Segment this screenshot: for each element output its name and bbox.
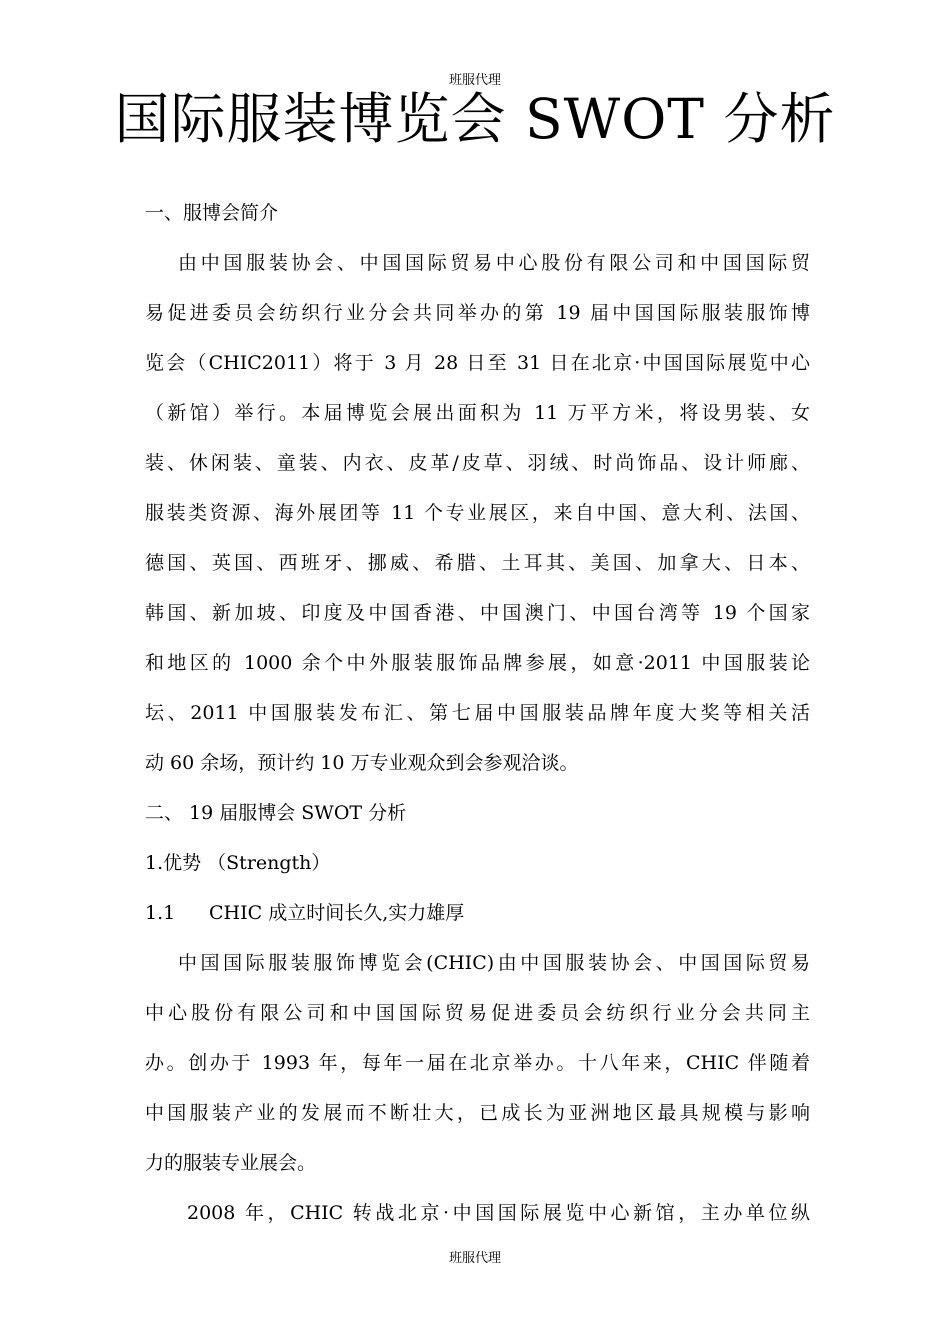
section-heading-swot: 二、 19 届服博会 SWOT 分析 [145,802,407,824]
subsection-number: 1.1 [145,902,176,924]
document-title: 国际服装博览会 SWOT 分析 [114,87,836,151]
paragraph-line: 力的服装专业展会。 [145,1152,317,1174]
paragraph-line: 览会（CHIC2011）将于 3 月 28 日至 31 日在北京·中国国际展览中心 [145,352,810,374]
paragraph-line: 办。创办于 1993 年，每年一届在北京举办。十八年来，CHIC 伴随着 [145,1052,810,1074]
paragraph-line: 韩国、新加坡、印度及中国香港、中国澳门、中国台湾等 19 个国家 [145,602,810,624]
paragraph-line: 服装类资源、海外展团等 11 个专业展区，来自中国、意大利、法国、 [145,502,810,524]
paragraph-line: （新馆）举行。本届博览会展出面积为 11 万平方米，将设男装、女 [145,402,810,424]
paragraph-line: 动 60 余场，预计约 10 万专业观众到会参观洽谈。 [145,752,579,774]
paragraph-line: 装、休闲装、童装、内衣、皮革/皮草、羽绒、时尚饰品、设计师廊、 [145,452,810,474]
paragraph-line: 坛、2011 中国服装发布汇、第七届中国服装品牌年度大奖等相关活 [145,702,810,724]
paragraph-line: 和地区的 1000 余个中外服装服饰品牌参展，如意·2011 中国服装论 [145,652,810,674]
subsection-heading-strength: 1.优势 （Strength） [145,852,331,874]
subsection-1-1 [145,888,810,938]
paragraph-line: 中国服装产业的发展而不断壮大，已成长为亚洲地区最具规模与影响 [145,1102,810,1124]
page-footer-note: 班服代理 [448,1251,501,1266]
paragraph-line: 德国、英国、西班牙、挪威、希腊、土耳其、美国、加拿大、日本、 [145,552,810,574]
paragraph-line: 由中国服装协会、中国国际贸易中心股份有限公司和中国国际贸 [178,252,810,274]
paragraph-line: 中心股份有限公司和中国国际贸易促进委员会纺织行业分会共同主 [145,1002,810,1024]
paragraph-line: 中国国际服装服饰博览会(CHIC)由中国服装协会、中国国际贸易 [178,952,810,974]
page-header-note: 班服代理 [448,73,501,88]
document-body [145,188,810,1238]
subsection-title: CHIC 成立时间长久,实力雄厚 [209,902,465,924]
paragraph-line: 易促进委员会纺织行业分会共同举办的第 19 届中国国际服装服饰博 [145,302,810,324]
paragraph-line: 2008 年，CHIC 转战北京·中国国际展览中心新馆，主办单位纵 [187,1202,810,1224]
section-heading-intro: 一、服博会简介 [145,202,279,224]
